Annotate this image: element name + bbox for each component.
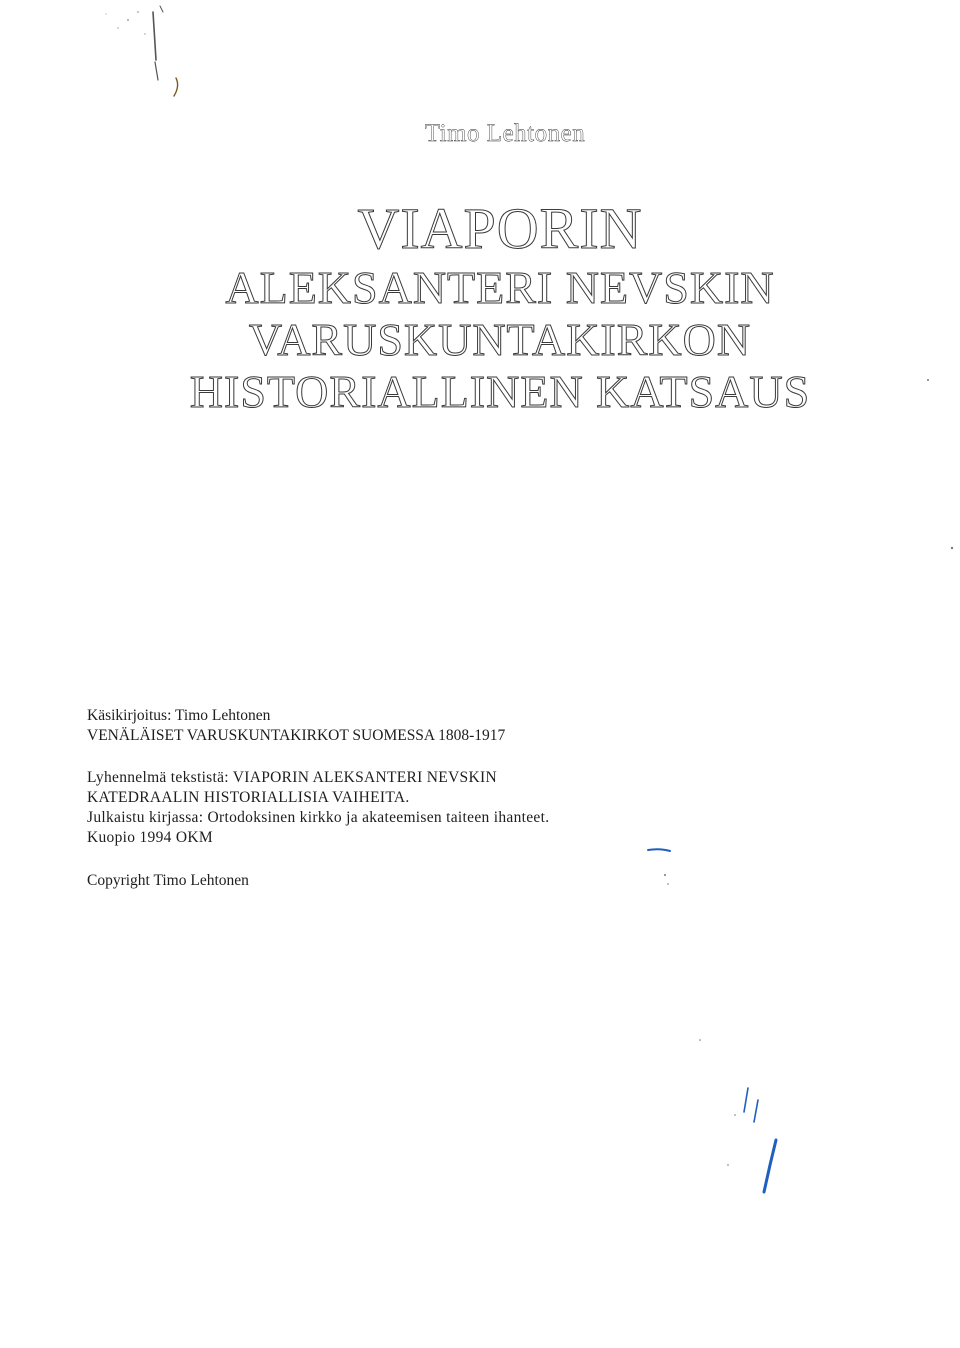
copyright-notice [87, 871, 249, 891]
copyright-line: Copyright Timo Lehtonen [87, 872, 249, 889]
manuscript-title-line: VENÄLÄISET VARUSKUNTAKIRKOT SUOMESSA 1808-1917 [87, 727, 506, 744]
author-name: Timo Lehtonen [424, 120, 586, 147]
document-title [0, 196, 960, 418]
publication-line: Julkaistu kirjassa: Ortodoksinen kirkko ja akateemisen taiteen ihanteet. [87, 809, 550, 826]
summary-source-line-2: KATEDRAALIN HISTORIALLISIA VAIHEITA. [87, 789, 410, 806]
scan-dots [664, 379, 953, 1166]
title-line-1: VIAPORIN [357, 196, 643, 261]
title-line-2: ALEKSANTERI NEVSKIN [225, 262, 775, 313]
manuscript-info [87, 706, 505, 746]
summary-source-line: Lyhennelmä tekstistä: VIAPORIN ALEKSANTERI NEVSKIN [87, 769, 497, 786]
summary-info [87, 768, 549, 848]
title-line-3: VARUSKUNTAKIRKON [248, 314, 752, 365]
manuscript-author-line: Käsikirjoitus: Timo Lehtonen [87, 707, 271, 724]
title-line-4: HISTORIALLINEN KATSAUS [189, 366, 811, 417]
pen-marks [648, 849, 776, 1192]
publication-place-line: Kuopio 1994 OKM [87, 829, 213, 846]
scan-specks-top-left [105, 6, 177, 96]
